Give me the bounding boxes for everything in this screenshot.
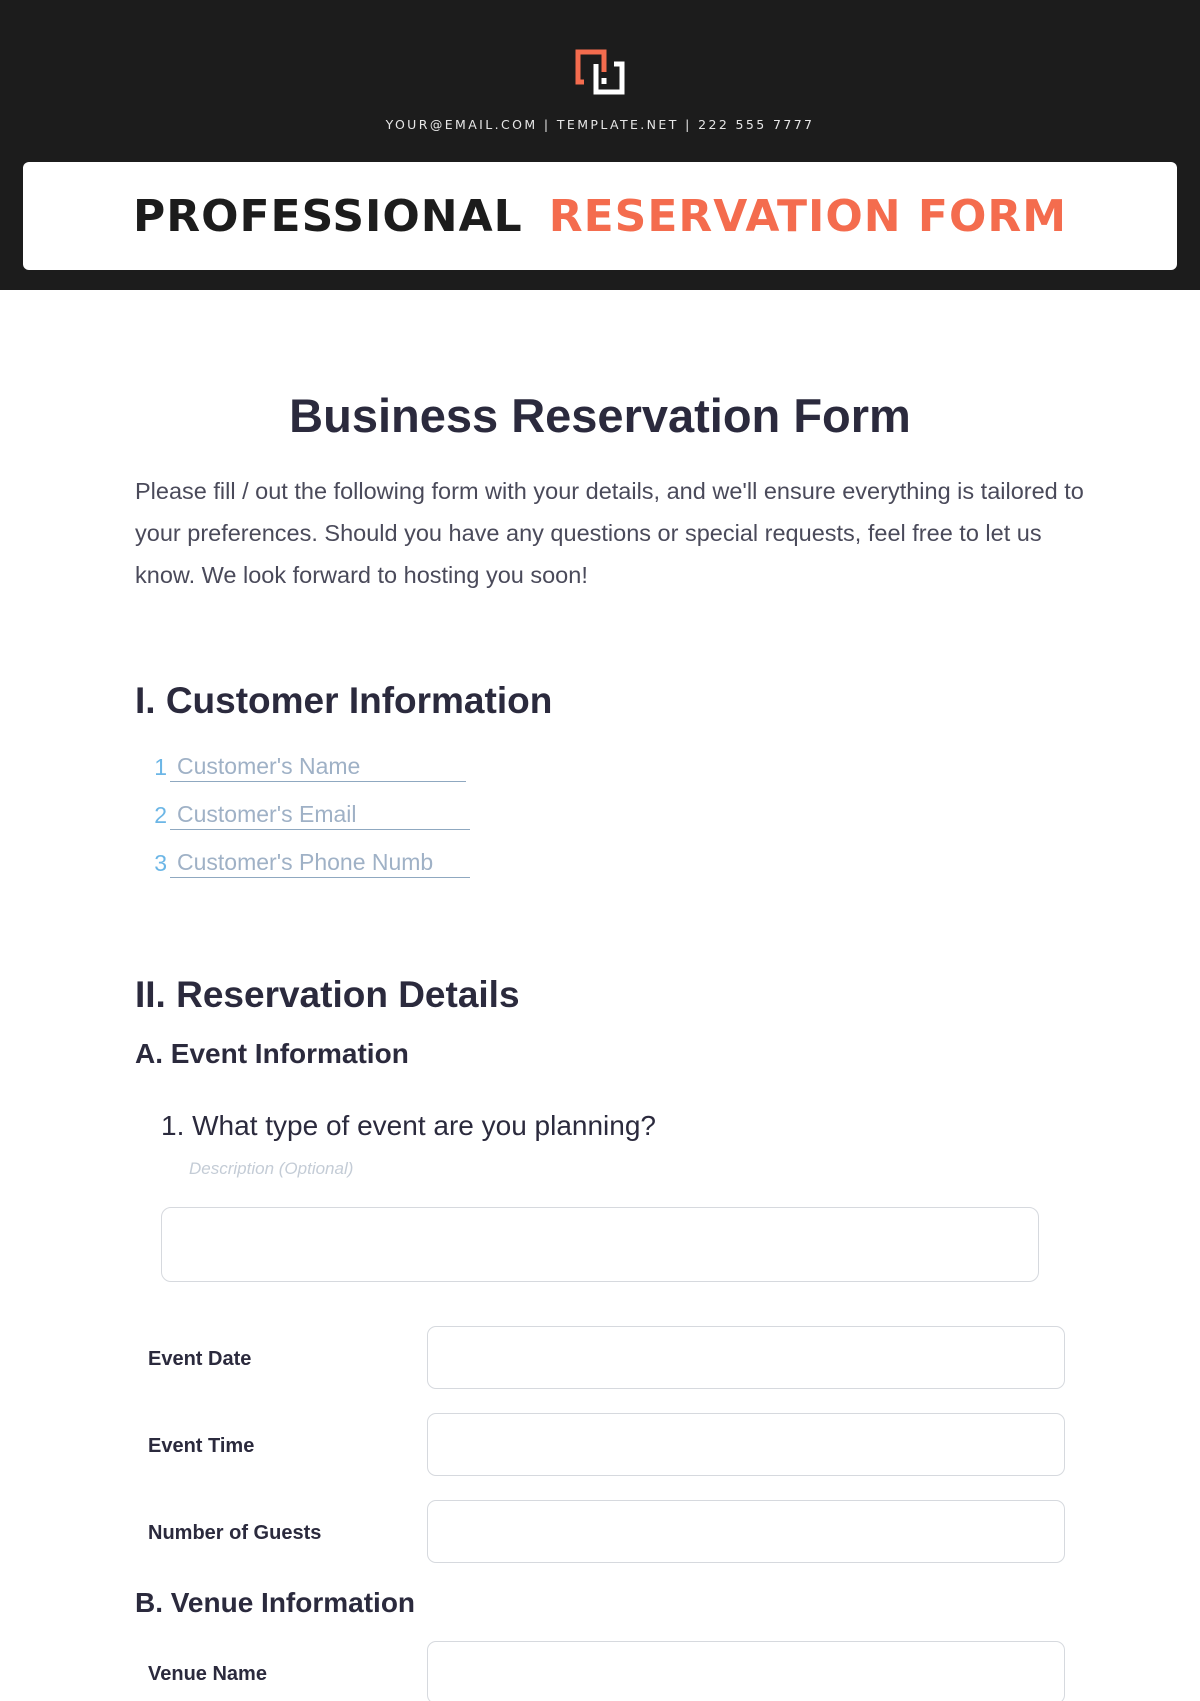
number-of-guests-label: Number of Guests bbox=[148, 1522, 322, 1544]
event-time-label: Event Time bbox=[148, 1435, 255, 1457]
banner-title-part1: PROFESSIONAL bbox=[132, 190, 523, 242]
customer-phone-placeholder: Customer's Phone Numb bbox=[177, 849, 434, 875]
customer-email-input[interactable] bbox=[170, 796, 470, 830]
customer-email-field[interactable] bbox=[150, 796, 470, 830]
intro-paragraph: Please fill / out the following form with your details, and we'll ensure everything is tailored to your preferences. Should you have any questions or special requests, feel free to let us know. We look forward to hosting you soon! bbox=[135, 478, 1084, 588]
customer-name-field[interactable] bbox=[150, 748, 466, 782]
customer-email-placeholder: Customer's Email bbox=[177, 801, 357, 827]
header bbox=[0, 0, 1200, 290]
event-type-question: 1. What type of event are you planning? bbox=[161, 1110, 656, 1141]
customer-name-placeholder: Customer's Name bbox=[177, 753, 361, 779]
customer-phone-field[interactable] bbox=[150, 844, 470, 878]
event-date-input[interactable] bbox=[427, 1326, 1065, 1389]
event-type-input[interactable] bbox=[161, 1207, 1039, 1282]
title-banner bbox=[23, 162, 1177, 270]
section-heading-customer: I. Customer Information bbox=[135, 680, 553, 721]
contact-line: YOUR@EMAIL.COM | TEMPLATE.NET | 222 555 7777 bbox=[385, 117, 815, 132]
number-of-guests-input[interactable] bbox=[427, 1500, 1065, 1563]
subheading-venue-information: B. Venue Information bbox=[135, 1587, 416, 1618]
template-logo-icon bbox=[574, 48, 626, 100]
section-heading-reservation: II. Reservation Details bbox=[135, 974, 520, 1015]
event-date-label: Event Date bbox=[148, 1348, 252, 1370]
customer-name-input[interactable] bbox=[170, 748, 466, 782]
venue-name-label: Venue Name bbox=[148, 1663, 267, 1685]
banner-title-part2: RESERVATION FORM bbox=[548, 190, 1068, 242]
page-title: Business Reservation Form bbox=[289, 389, 911, 442]
venue-name-input[interactable] bbox=[427, 1641, 1065, 1701]
event-time-input[interactable] bbox=[427, 1413, 1065, 1476]
list-number: 2 bbox=[154, 802, 167, 828]
list-number: 1 bbox=[154, 754, 167, 780]
event-type-description: Description (Optional) bbox=[189, 1159, 354, 1178]
banner-title bbox=[23, 162, 1177, 270]
list-number: 3 bbox=[154, 850, 167, 876]
subheading-event-information: A. Event Information bbox=[135, 1038, 409, 1069]
customer-phone-input[interactable] bbox=[170, 844, 470, 878]
